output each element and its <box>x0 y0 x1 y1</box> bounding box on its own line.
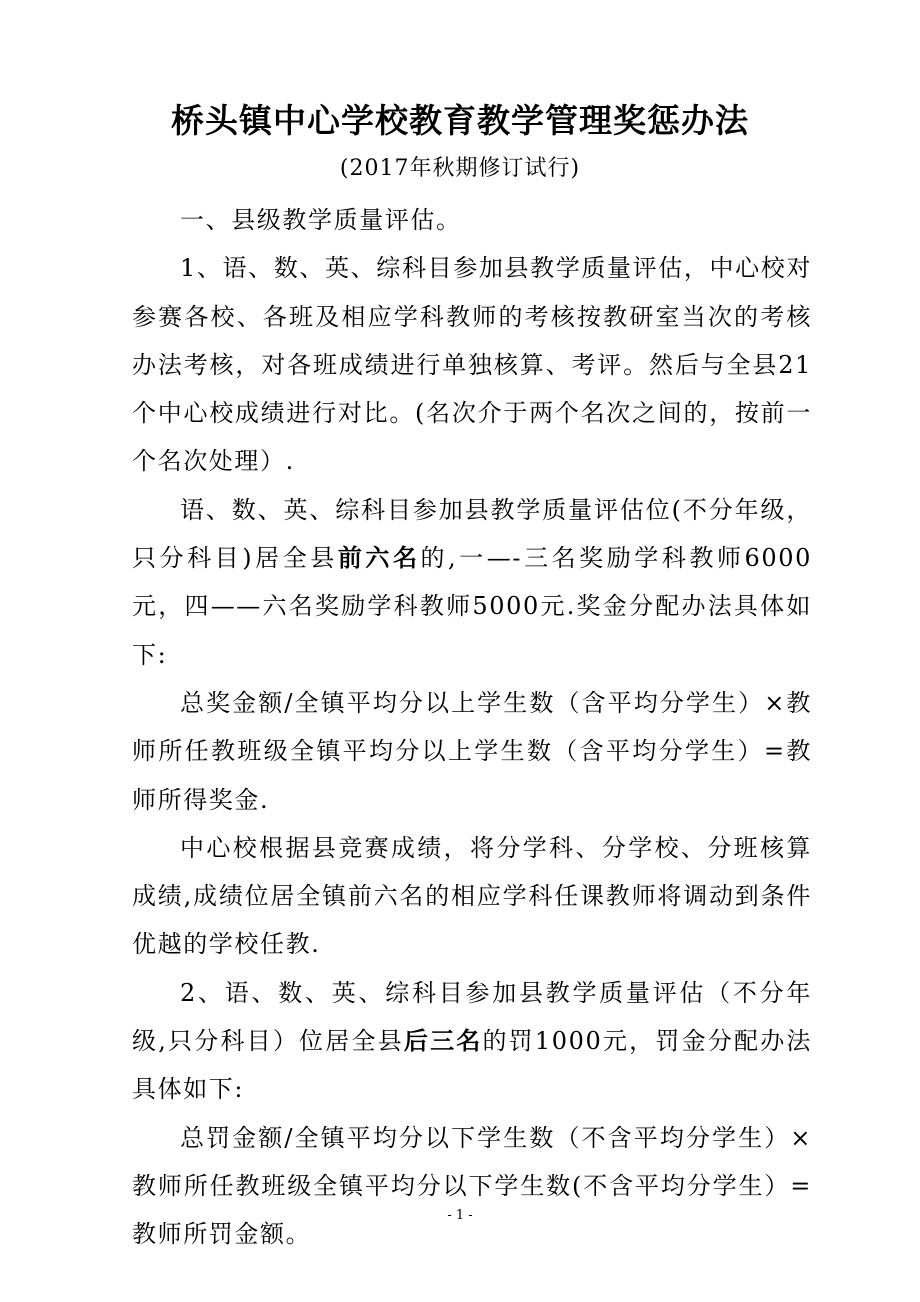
paragraph-1: 1、语、数、英、综科目参加县教学质量评估，中心校对参赛各校、各班及相应学科教师的考核按教研室当次的考核办法考核，对各班成绩进行单独核算、考评。然后与全县21个中心校成绩进行对比。(名次介于两个名次之间的，按前一个名次处理）. <box>132 254 812 476</box>
paragraph-3: 总奖金额/全镇平均分以上学生数（含平均分学生）×教师所任教班级全镇平均分以上学生数（含平均分学生）=教师所得奖金. <box>132 688 812 814</box>
section-heading: 一、县级教学质量评估。 <box>180 206 462 234</box>
paragraph-4: 中心校根据县竞赛成绩，将分学科、分学校、分班核算成绩,成绩位居全镇前六名的相应学科任课教师将调动到条件优越的学校任教. <box>132 833 812 959</box>
paragraph-5-bold-text: 后三名 <box>403 1027 483 1056</box>
paragraph-2-bold-text: 前六名 <box>337 544 421 573</box>
paragraph-5-text-before: 2、语、数、英、综科目参加县教学质量评估（不分年级,只分科目）位居全县 <box>132 978 812 1056</box>
paragraph-6: 总罚金额/全镇平均分以下学生数（不含平均分学生）×教师所任教班级全镇平均分以下学生数(不含平均分学生）=教师所罚金额。 <box>132 1123 812 1249</box>
document-subtitle: (2017年秋期修订试行) <box>339 156 581 181</box>
paragraph-2-text-before: 语、数、英、综科目参加县教学质量评估位(不分年级，只分科目)居全县 <box>132 495 812 573</box>
page-number: - 1 - <box>447 1208 473 1223</box>
paragraph-5-text-after: 的罚1000元，罚金分配办法具体如下: <box>132 1027 812 1104</box>
paragraph-2 <box>132 486 812 679</box>
document-body <box>132 196 812 1259</box>
paragraph-2-text-after: 的,一—-三名奖励学科教师6000元，四——六名奖励学科教师5000元.奖金分配办法具体如下: <box>132 544 812 669</box>
document-title: 桥头镇中心学校教育教学管理奖惩办法 <box>171 101 749 140</box>
paragraph-5 <box>132 969 812 1114</box>
